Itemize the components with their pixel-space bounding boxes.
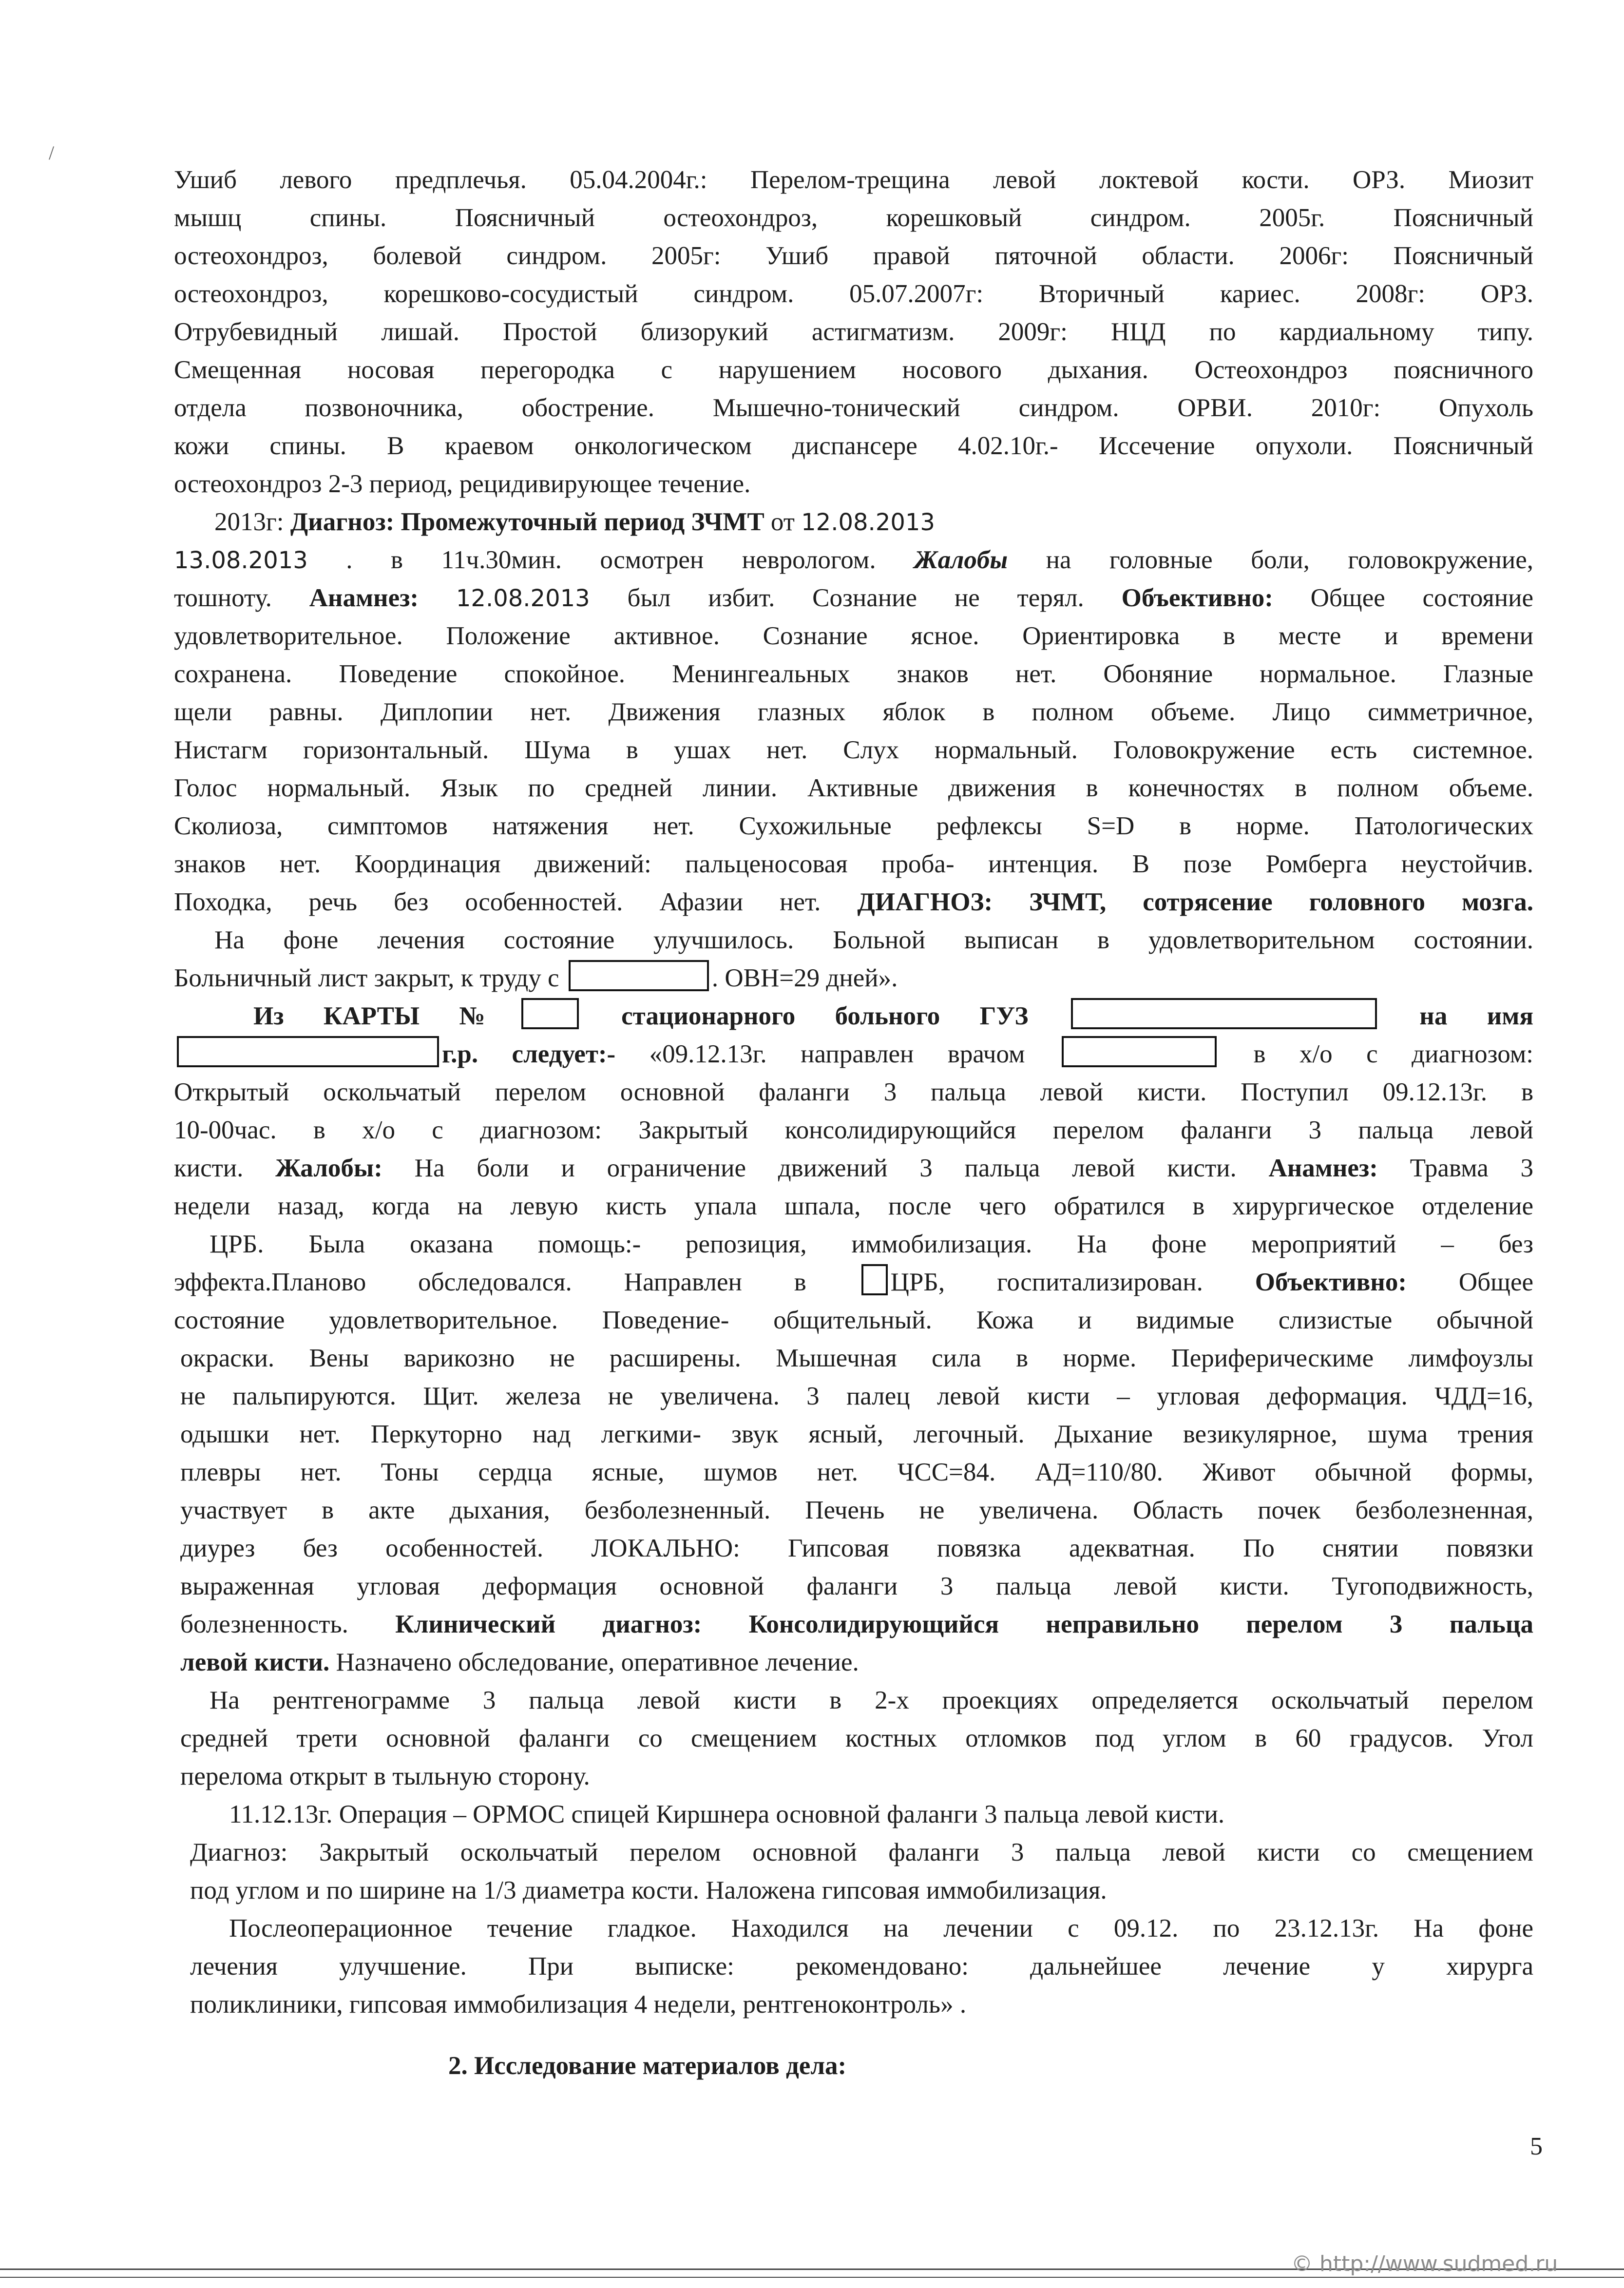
text-line: болезненность. Клинический диагноз: Консолидирующийся неправильно перелом 3 пальца <box>180 1610 1533 1638</box>
redaction-box <box>1062 1036 1217 1067</box>
text-line: На фоне лечения состояние улучшилось. Больной выписан в удовлетворительном состоянии. <box>214 926 1533 954</box>
text-line: левой кисти. Назначено обследование, оперативное лечение. <box>180 1648 859 1676</box>
text-line: остеохондроз, корешково-сосудистый синдром. 05.07.2007г: Вторичный кариес. 2008г: ОРЗ. <box>174 280 1533 308</box>
text-line: кожи спины. В краевом онкологическом диспансере 4.02.10г.- Иссечение опухоли. Поясничный <box>174 432 1533 460</box>
text-line: плевры нет. Тоны сердца ясные, шумов нет. ЧСС=84. АД=110/80. Живот обычной формы, <box>180 1458 1533 1486</box>
text-line: Послеоперационное течение гладкое. Находился на лечении с 09.12. по 23.12.13г. На фоне <box>229 1914 1533 1942</box>
text-line: Отрубевидный лишай. Простой близорукий астигматизм. 2009г: НЦД по кардиальному типу. <box>174 318 1533 346</box>
text-line: перелома открыт в тыльную сторону. <box>180 1762 590 1790</box>
text-line: 10-00час. в х/о с диагнозом: Закрытый консолидирующийся перелом фаланги 3 пальца левой <box>174 1116 1533 1144</box>
diagnosis-2013-line: 2013г: Диагноз: Промежуточный период ЗЧМТ от 12.08.2013 <box>214 508 935 536</box>
text-line: Нистагм горизонтальный. Шума в ушах нет. Слух нормальный. Головокружение есть системное. <box>174 736 1533 764</box>
text-line: кисти. Жалобы: На боли и ограничение движений 3 пальца левой кисти. Анамнез: Травма 3 <box>174 1154 1533 1182</box>
text-line: Смещенная носовая перегородка с нарушением носового дыхания. Остеохондроз поясничного <box>174 356 1533 384</box>
text-line: недели назад, когда на левую кисть упала шпала, после чего обратился в хирургическое отделение <box>174 1192 1533 1220</box>
margin-tick-mark: / <box>49 142 55 164</box>
text-line: 11.12.13г. Операция – ОРМОС спицей Киршнера основной фаланги 3 пальца левой кисти. <box>229 1800 1225 1828</box>
text-line: лечения улучшение. При выписке: рекомендовано: дальнейшее лечение у хирурга <box>190 1952 1533 1980</box>
text-line: 13.08.2013 . в 11ч.30мин. осмотрен неврологом. Жалобы на головные боли, головокружение, <box>174 546 1533 574</box>
text-line: Голос нормальный. Язык по средней линии. Активные движения в конечностях в полном объеме. <box>174 774 1533 802</box>
text-line: Походка, речь без особенностей. Афазии нет. ДИАГНОЗ: ЗЧМТ, сотрясение головного мозга. <box>174 888 1533 916</box>
text-line: г.р. следует:- «09.12.13г. направлен врачом в х/о с диагнозом: <box>174 1035 1533 1073</box>
text-line: одышки нет. Перкуторно над легкими- звук ясный, легочный. Дыхание везикулярное, шума трения <box>180 1420 1533 1448</box>
text-line: участвует в акте дыхания, безболезненный. Печень не увеличена. Область почек безболезненная, <box>180 1496 1533 1524</box>
text-line: сохранена. Поведение спокойное. Менингеальных знаков нет. Обоняние нормальное. Глазные <box>174 660 1533 688</box>
text-line: Ушиб левого предплечья. 05.04.2004г.: Перелом-трещина левой локтевой кости. ОРЗ. Миозит <box>174 166 1533 194</box>
redaction-box <box>521 998 579 1029</box>
text-line: диурез без особенностей. ЛОКАЛЬНО: Гипсовая повязка адекватная. По снятии повязки <box>180 1534 1533 1562</box>
text-line: ЦРБ. Была оказана помощь:- репозиция, иммобилизация. На фоне мероприятий – без <box>210 1230 1533 1258</box>
text-line: остеохондроз 2-3 период, рецидивирующее течение. <box>174 470 751 498</box>
text-line: тошноту. Анамнез: 12.08.2013 был избит. Сознание не терял. Объективно: Общее состояние <box>174 584 1533 612</box>
watermark: © http://www.sudmed.ru <box>1291 2251 1558 2276</box>
text-line: Больничный лист закрыт, к труду с . ОВН=29 дней». <box>174 959 1533 997</box>
text-line: мышц спины. Поясничный остеохондроз, корешковый синдром. 2005г. Поясничный <box>174 204 1533 232</box>
section-heading: 2. Исследование материалов дела: <box>448 2052 847 2080</box>
text-line: эффекта.Планово обследовался. Направлен в ЦРБ, госпитализирован. Объективно: Общее <box>174 1263 1533 1301</box>
text-line: окраски. Вены варикозно не расширены. Мышечная сила в норме. Периферическиме лимфоузлы <box>180 1344 1533 1372</box>
redaction-box <box>177 1036 439 1067</box>
bottom-rule <box>0 2277 1624 2278</box>
text-line: под углом и по ширине на 1/3 диаметра кости. Наложена гипсовая иммобилизация. <box>190 1876 1107 1904</box>
text-line: щели равны. Диплопии нет. Движения глазных яблок в полном объеме. Лицо симметричное, <box>174 698 1533 726</box>
text-line: Сколиоза, симптомов натяжения нет. Сухожильные рефлексы S=D в норме. Патологических <box>174 812 1533 840</box>
page-number: 5 <box>1530 2133 1543 2160</box>
text-line: остеохондроз, болевой синдром. 2005г: Ушиб правой пяточной области. 2006г: Поясничный <box>174 242 1533 270</box>
text-line: Открытый оскольчатый перелом основной фаланги 3 пальца левой кисти. Поступил 09.12.13г. в <box>174 1078 1533 1106</box>
text-line: удовлетворительное. Положение активное. Сознание ясное. Ориентировка в месте и времени <box>174 622 1533 650</box>
text-line: Диагноз: Закрытый оскольчатый перелом основной фаланги 3 пальца левой кисти со смещением <box>190 1838 1533 1866</box>
text-line: знаков нет. Координация движений: пальценосовая проба- интенция. В позе Ромберга неустойчив. <box>174 850 1533 878</box>
text-line: выраженная угловая деформация основной фаланги 3 пальца левой кисти. Тугоподвижность, <box>180 1572 1533 1600</box>
redaction-box <box>569 960 709 991</box>
redaction-box <box>1071 998 1377 1029</box>
text-line: отдела позвоночника, обострение. Мышечно-тонический синдром. ОРВИ. 2010г: Опухоль <box>174 394 1533 422</box>
redaction-box <box>861 1264 888 1295</box>
text-line: не пальпируются. Щит. железа не увеличена. 3 палец левой кисти – угловая деформация. ЧДД=16, <box>180 1382 1533 1410</box>
text-line: поликлиники, гипсовая иммобилизация 4 недели, рентгеноконтроль» . <box>190 1990 967 2019</box>
card-extract-heading: Из КАРТЫ № стационарного больного ГУЗ на имя <box>253 997 1533 1035</box>
text-line: средней трети основной фаланги со смещением костных отломков под углом в 60 градусов. Угол <box>180 1724 1533 1752</box>
text-line: состояние удовлетворительное. Поведение- общительный. Кожа и видимые слизистые обычной <box>174 1306 1533 1334</box>
text-line: На рентгенограмме 3 пальца левой кисти в 2-х проекциях определяется оскольчатый перелом <box>210 1686 1533 1714</box>
